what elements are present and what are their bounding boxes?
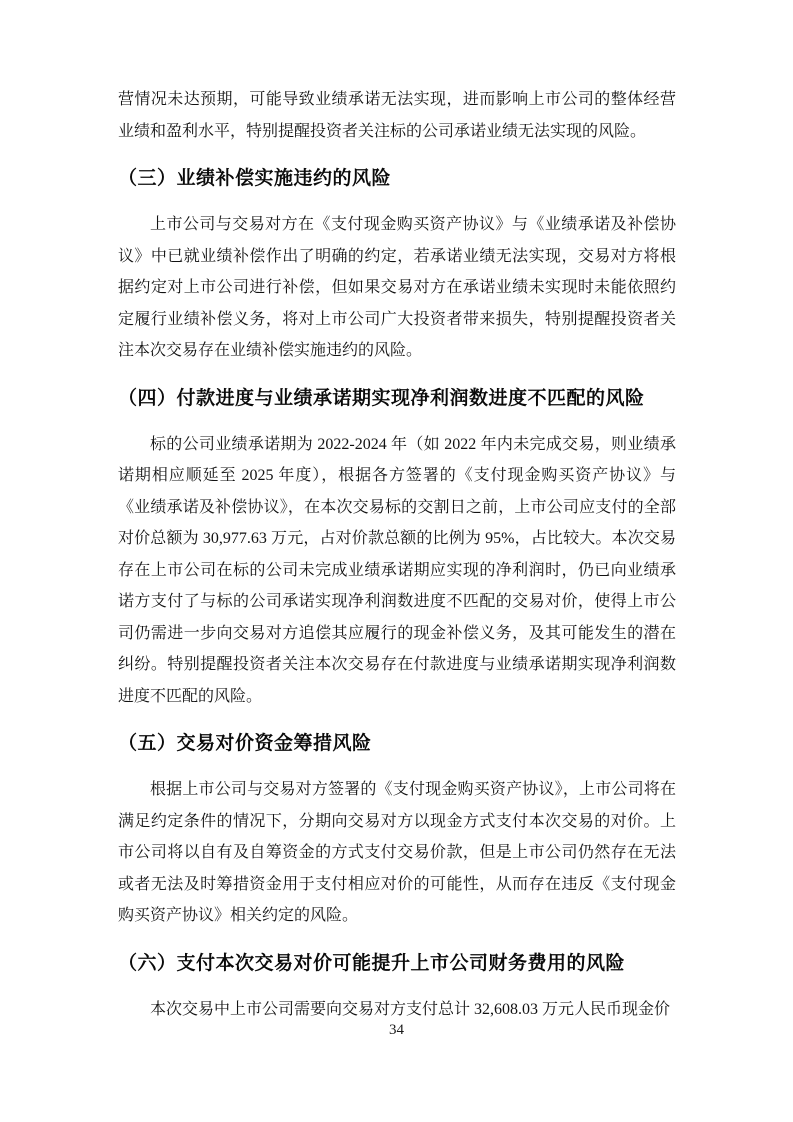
heading-section-4: （四）付款进度与业绩承诺期实现净利润数进度不匹配的风险 xyxy=(118,387,645,409)
document-content xyxy=(118,84,676,1025)
page-number: 34 xyxy=(389,1022,404,1038)
paragraph-section-6: 本次交易中上市公司需要向交易对方支付总计 32,608.03 万元人民币现金价 xyxy=(150,1000,671,1018)
paragraph-section-4: 标的公司业绩承诺期为 2022-2024 年（如 2022 年内未完成交易，则业绩承诺期相应顺延至 2025 年度），根据各方签署的《支付现金购买资产协议》与《业绩承诺及补偿协议》，在本次交易标的交割日之前，上市公司应支付的全部对价总额为 30,977.63 万元，占对价款总额的比例为 95%，占比较大。本次交易存在上市公司在标的公司未完成业绩承诺期应实现的净利润时，仍已向业绩承诺方支付了与标的公司承诺实现净利润数进度不匹配的交易对价，使得上市公司仍需进一步向交易对方追偿其应履行的现金补偿义务，及其可能发生的潜在纠纷。特别提醒投资者关注本次交易存在付款进度与业绩承诺期实现净利润数进度不匹配的风险。 xyxy=(118,435,676,705)
paragraph-section-3: 上市公司与交易对方在《支付现金购买资产协议》与《业绩承诺及补偿协议》中已就业绩补偿作出了明确的约定，若承诺业绩无法实现，交易对方将根据约定对上市公司进行补偿，但如果交易对方在承诺业绩未实现时未能依照约定履行业绩补偿义务，将对上市公司广大投资者带来损失，特别提醒投资者关注本次交易存在业绩补偿实施违约的风险。 xyxy=(118,216,676,359)
paragraph-section-5: 根据上市公司与交易对方签署的《支付现金购买资产协议》，上市公司将在满足约定条件的情况下，分期向交易对方以现金方式支付本次交易的对价。上市公司将以自有及自筹资金的方式支付交易价款，但是上市公司仍然存在无法或者无法及时筹措资金用于支付相应对价的可能性，从而存在违反《支付现金购买资产协议》相关约定的风险。 xyxy=(118,781,676,924)
heading-section-6: （六）支付本次交易对价可能提升上市公司财务费用的风险 xyxy=(118,952,626,974)
heading-section-3: （三）业绩补偿实施违约的风险 xyxy=(118,168,392,189)
paragraph-continuation: 营情况未达预期，可能导致业绩承诺无法实现，进而影响上市公司的整体经营业绩和盈利水平，特别提醒投资者关注标的公司承诺业绩无法实现的风险。 xyxy=(118,91,676,140)
heading-section-5: （五）交易对价资金筹措风险 xyxy=(118,733,372,754)
